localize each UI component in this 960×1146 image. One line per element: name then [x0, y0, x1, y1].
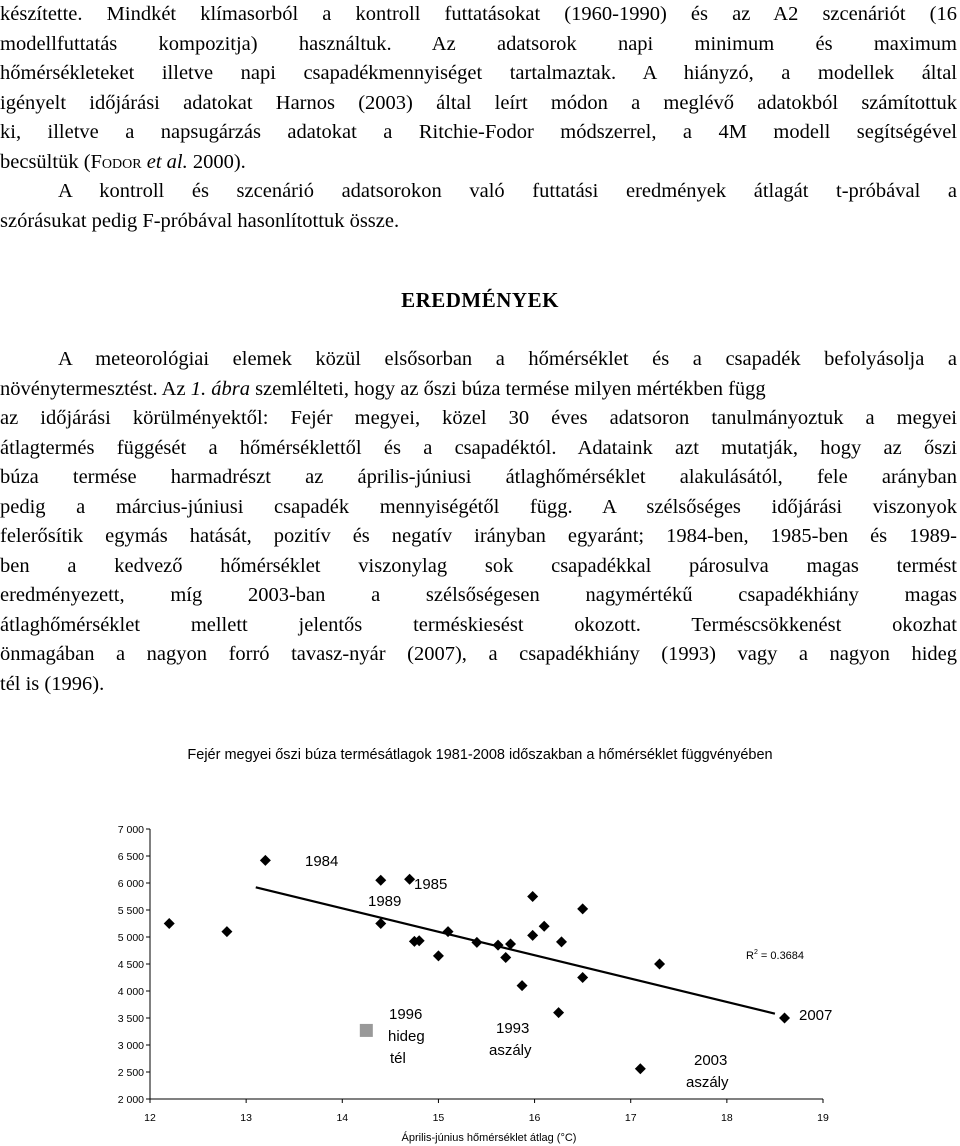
label-1985: 1985	[414, 876, 448, 893]
y-tick-label: 2 000	[117, 1094, 144, 1106]
data-point	[553, 1007, 564, 1018]
y-tick-label: 4 000	[117, 986, 144, 998]
label-tel: tél	[390, 1050, 406, 1067]
data-point	[375, 875, 386, 886]
text-line: eredményezett, míg 2003-ban a szélsőségesen nagymértékű csapadékhiány magas	[0, 584, 957, 606]
data-point	[654, 959, 665, 970]
text-line: pedig a március-júniusi csapadék mennyiségétől függ. A szélsőséges időjárási viszonyok	[0, 495, 957, 518]
text-line: felerősítik egymás hatását, pozitív és negatív irányban egyaránt; 1984-ben, 1985-ben és 1989-	[0, 525, 957, 547]
text-line: átlagtermés függését a hőmérséklettől és a csapadéktól. Adataink azt mutatják, hogy az őszi	[0, 436, 957, 459]
special-point	[360, 1024, 373, 1037]
r-squared-label: $R^2 = 0.3684$	[746, 949, 805, 962]
data-point	[164, 918, 175, 929]
x-tick-label: 15	[432, 1112, 445, 1124]
data-point	[260, 855, 271, 866]
paragraph-methods	[0, 0, 957, 177]
text-line: ben a kedvező hőmérséklet viszonylag sok csapadékkal párosulva magas termést	[0, 554, 957, 577]
y-tick-label: 6 000	[117, 878, 144, 890]
label-1993: 1993	[496, 1020, 530, 1037]
y-tick-label: 6 500	[117, 851, 144, 863]
text-line: modellfuttatás kompozitja) használtuk. Az adatsorok napi minimum és maximum	[0, 32, 957, 55]
et-al: et al.	[146, 150, 188, 173]
y-tick-label: 5 000	[117, 932, 144, 944]
text-line: búza termése harmadrészt az április-júniusi átlaghőmérséklet alakulásától, fele arányban	[0, 466, 957, 488]
text-line: igényelt időjárási adatokat Harnos (2003) által leírt módon a meglévő adatokból számítottuk	[0, 91, 957, 114]
scatter-chart	[0, 746, 960, 1146]
text-line: készítette. Mindkét klímasorból a kontroll futtatásokat (1960-1990) és az A2 szcenáriót (16	[0, 3, 957, 25]
label-2007: 2007	[799, 1007, 833, 1024]
x-tick-label: 19	[817, 1112, 829, 1124]
trendline	[256, 887, 775, 1013]
text-line: A meteorológiai elemek közül elsősorban a hőmérséklet és a csapadék befolyásolja a	[58, 348, 957, 370]
paragraph-statistics	[0, 177, 957, 236]
y-tick-label: 2 500	[117, 1067, 144, 1079]
text-line: növénytermesztést. Az 1. ábra szemlélteti, hogy az őszi búza termése milyen mértékben függ	[0, 377, 766, 400]
x-tick-label: 14	[336, 1112, 349, 1124]
x-tick-label: 13	[240, 1112, 252, 1124]
data-point	[556, 936, 567, 947]
y-tick-label: 3 000	[117, 1040, 144, 1052]
text-line: ki, illetve a napsugárzás adatokat a Ritchie-Fodor módszerrel, a 4M modell segítségével	[0, 121, 957, 143]
text-line: A kontroll és szcenárió adatsorokon való futtatási eredmények átlagát t-próbával a	[58, 180, 957, 202]
x-tick-label: 17	[624, 1112, 637, 1124]
y-tick-label: 7 000	[117, 824, 144, 836]
label-1989: 1989	[368, 893, 402, 910]
text-line: átlaghőmérséklet mellett jelentős terméskiesést okozott. Terméscsökkenést okozhat	[0, 613, 957, 636]
section-heading: EREDMÉNYEK	[401, 288, 559, 312]
y-tick-label: 4 500	[117, 959, 144, 971]
chart-title: Fejér megyei őszi búza termésátlagok 1981-2008 időszakban a hőmérséklet függvényében	[187, 747, 773, 763]
data-point	[527, 891, 538, 902]
text-line: becsültük (Fodor et al. 2000).	[0, 150, 246, 173]
data-point	[527, 930, 538, 941]
text-line: az időjárási körülményektől: Fejér megyei, közel 30 éves adatsoron tanulmányoztuk a megyei	[0, 407, 957, 429]
label-hideg: hideg	[388, 1028, 425, 1045]
label-1996: 1996	[389, 1006, 423, 1023]
data-point	[433, 950, 444, 961]
x-tick-label: 12	[144, 1112, 156, 1124]
text-line: önmagában a nagyon forró tavasz-nyár (2007), a csapadékhiány (1993) vagy a nagyon hideg	[0, 643, 957, 665]
label-2003-aszaly: aszály	[686, 1074, 729, 1091]
data-point	[577, 903, 588, 914]
data-point	[517, 980, 528, 991]
paragraph-results	[0, 345, 957, 699]
data-point	[500, 952, 511, 963]
data-point	[221, 926, 232, 937]
text-line: tél is (1996).	[0, 672, 105, 695]
data-point	[577, 972, 588, 983]
label-1984: 1984	[305, 853, 339, 870]
figure-reference: 1. ábra	[190, 377, 250, 400]
x-tick-label: 18	[721, 1112, 733, 1124]
x-axis-label: Április-június hőmérséklet átlag (°C)	[401, 1132, 577, 1144]
text-line: szórásukat pedig F-próbával hasonlítottuk össze.	[0, 209, 400, 232]
data-point	[539, 921, 550, 932]
label-1993-aszaly: aszály	[489, 1042, 532, 1059]
label-2003: 2003	[694, 1052, 728, 1069]
data-point	[779, 1013, 790, 1024]
y-tick-label: 3 500	[117, 1013, 144, 1025]
data-point	[493, 940, 504, 951]
data-point	[471, 937, 482, 948]
x-tick-label: 16	[528, 1112, 541, 1124]
y-tick-label: 5 500	[117, 905, 144, 917]
author-name: Fodor	[90, 150, 142, 173]
text-line: hőmérsékleteket illetve napi csapadékmennyiséget tartalmaztak. A hiányzó, a modellek által	[0, 62, 957, 84]
trendline-group	[256, 887, 775, 1013]
data-point	[635, 1063, 646, 1074]
